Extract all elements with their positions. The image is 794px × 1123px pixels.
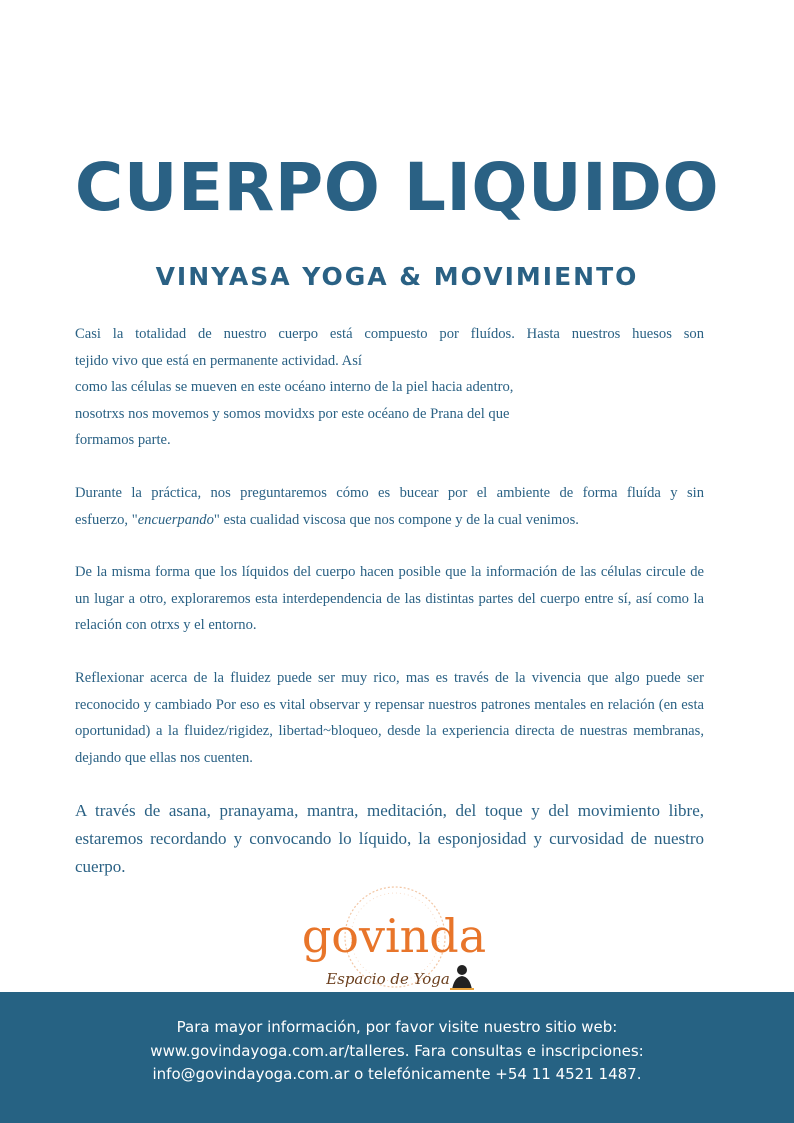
paragraph-text: Reflexionar acerca de la fluidez puede ser muy rico, mas es través de la vivencia que algo puede ser reconocido y cambiado Por eso es vital observar y repensar nuestros patrones mentales en relación (en esta oportunidad) a la fluidez/rigidez, libertad~bloqueo, desde la experiencia directa de nuestras membranas, dejando que ellas nos cuenten. [75, 670, 704, 766]
footer-line: www.govindayoga.com.ar/talleres. Fara consultas e inscripciones: [150, 1041, 644, 1060]
logo-tagline: Espacio de Yoga [326, 970, 450, 988]
paragraph-liquids [75, 559, 704, 639]
paragraph-line: formamos parte. [75, 432, 171, 448]
logo-wordmark: govinda [301, 909, 487, 963]
paragraph-line: Durante la práctica, nos preguntaremos cómo es bucear por el ambiente de forma fluída y sin [75, 485, 704, 501]
paragraph-line: nosotrxs nos movemos y somos movidxs por este océano de Prana del que [75, 405, 510, 422]
meditating-figure-icon [450, 965, 474, 990]
paragraph-line: tejido vivo que está en permanente actividad. Así [75, 352, 362, 369]
govinda-logo-graphic [300, 882, 490, 994]
paragraph-intro [75, 321, 704, 454]
text-segment: " esta cualidad viscosa que nos compone y de la cual venimos. [213, 511, 579, 528]
paragraph-line: como las células se mueven en este océano interno de la piel hacia adentro, [75, 379, 514, 395]
paragraph-practices [75, 797, 704, 881]
paragraph-text: A través de asana, pranayama, mantra, meditación, del toque y del movimiento libre, estaremos recordando y convocando lo líquido, la esponjosidad y curvosidad de nuestro cuerpo. [75, 801, 704, 876]
paragraph-line [75, 507, 704, 534]
text-segment: esfuerzo, " [75, 511, 138, 528]
paragraph-practice [75, 480, 704, 533]
paragraph-line: Casi la totalidad de nuestro cuerpo está compuesto por fluídos. Hasta nuestros huesos son [75, 326, 704, 342]
page-subtitle: VINYASA YOGA & MOVIMIENTO [155, 262, 639, 291]
footer-line: Para mayor información, por favor visite nuestro sitio web: [176, 1018, 618, 1036]
footer-line: info@govindayoga.com.ar o telefónicamente +54 11 4521 1487. [152, 1065, 642, 1083]
paragraph-reflection [75, 665, 704, 771]
paragraph-text: De la misma forma que los líquidos del cuerpo hacen posible que la información de las células circule de un lugar a otro, exploraremos esta interdependencia de las distintas partes del cuerpo entre sí, así como la relación con otrxs y el entorno. [75, 564, 704, 633]
italic-term: encuerpando [137, 511, 214, 528]
footer-contact [0, 1016, 794, 1087]
page-title: CUERPO LIQUIDO [74, 149, 720, 226]
govinda-logo [300, 882, 490, 994]
